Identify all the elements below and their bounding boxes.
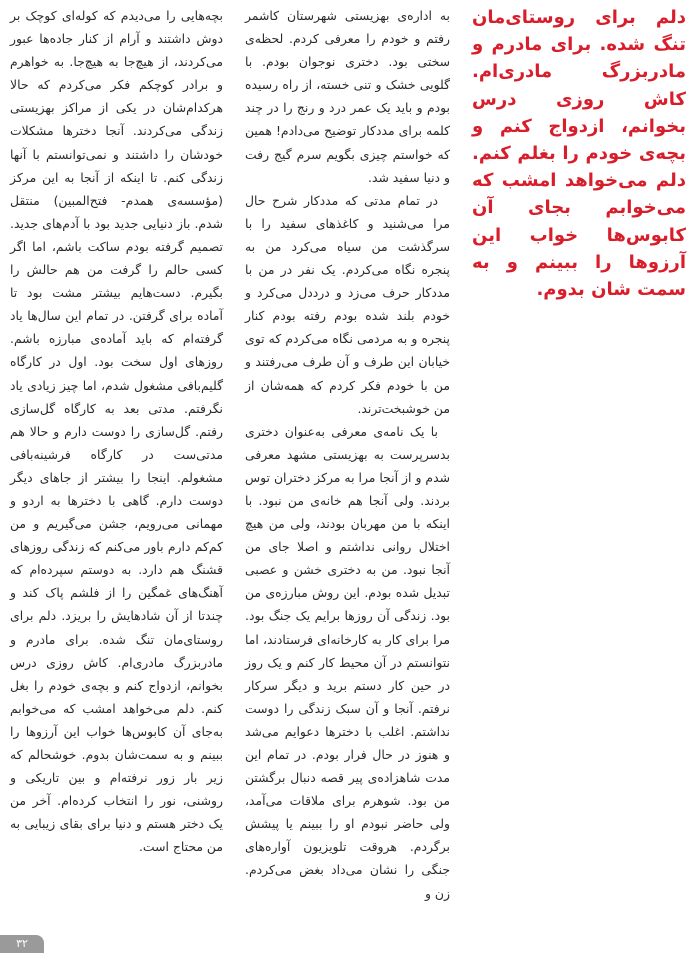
article-paragraph: به اداره‌ی بهزیستی شهرستان کاشمر رفتم و خودم را معرفی کردم. لحظه‌ی سختی بود. دختری نوجوان بودم. با گلویی خشک و تنی خسته، از راه رسیده بودم و باید یک عمر درد و رنج را در چند کلمه برای مددکار توضیح می‌دادم! همین که خواستم چیزی بگویم سرم گیج رفت و دنیا سفید شد. [245,8,450,185]
article-paragraph: با یک نامه‌ی معرفی به‌عنوان دختری بدسرپرست به بهزیستی مشهد معرفی شدم و از آنجا مرا به مرکز دختران توس بردند. ولی آنجا هم خانه‌ی من نبود. با اینکه با من مهربان بودند، ولی من هیچ اختلال روانی نداشتم و اصلا جای من آنجا نبود. من به دختری خشن و عصبی تبدیل شده بودم. این روش مبارزه‌ی من بود. زندگی آن روزها برایم یک جنگ بود. مرا برای کار به کارخانه‌ای فرستادند، اما نتوانستم در آن محیط کار کنم و یک روز در حین کار دستم برید و دیگر سرکار نرفتم. آنجا و آن سبک زندگی را دوست نداشتم. اغلب با دخترها دعوایم می‌شد و هنوز در حال فرار بودم. در تمام این مدت شاهزاده‌ی پیر قصه دنبال برگشتن من بود. شوهرم برای ملاقات می‌آمد، ولی حاضر نبودم او را ببینم یا پیشش برگردم. هروقت تلویزیون آواره‌های جنگی را نشان می‌داد بغض می‌کردم. زن و [245,423,450,901]
pull-quote: دلم برای روستای‌مان تنگ شده. برای مادرم و مادربزرگ مادری‌ام. کاش روزی درس بخوانم، ازدواج کنم و بچه‌ی خودم را بغلم کنم. دلم می‌خواهد امشب که می‌خوابم بجای آن کابوس‌ها خواب این آرزوها را ببینم و به سمت شان بدوم. [472,7,686,301]
article-column-right [245,4,450,905]
article-column-left [10,4,223,858]
page-number: ۳۲ [0,935,44,953]
article-paragraph: در تمام مدتی که مددکار شرح حال مرا می‌شنید و کاغذهای سفید را با سرگذشت من سیاه می‌کرد من به پنجره نگاه می‌کردم. یک نفر در من با مددکار حرف می‌زد و درددل می‌کرد و خودم بلند شده بودم رفته بودم کنار پنجره و به مردمی نگاه می‌کردم که توی خیابان این طرف و آن طرف می‌رفتند و من با خودم فکر کردم که همه‌شان از من خوشبخت‌ترند. [245,192,450,416]
article-paragraph: بچه‌هایی را می‌دیدم که کوله‌ای کوچک بر دوش داشتند و آرام از کنار جاده‌ها عبور می‌کردند، از هیچ‌جا به هیچ‌جا. به خواهرم و برادر کوچکم فکر می‌کردم که حالا هرکدام‌شان در یکی از مراکز بهزیستی زندگی می‌کردند. آنجا دخترها مشکلات خودشان را داشتند و نمی‌توانستم با آنها زندگی کنم. تا اینکه از آنجا به این مرکز (مؤسسه‌ی همدم- فتح‌المبین) منتقل شدم. باز دنیایی جدید بود با آدم‌های جدید. تصمیم گرفته بودم ساکت باشم، اما اگر کسی حالم را گرفت من هم حالش را بگیرم. دست‌هایم بیشتر مشت بود تا آماده برای گرفتن. در تمام این سال‌ها یاد گرفته‌ام که باید آماده‌ی مبارزه باشم. روزهای اول سخت بود. اول در کارگاه گلیم‌بافی مشغول شدم، اما چیز زیادی یاد نگرفتم. مدتی بعد به کارگاه گل‌سازی رفتم. گل‌سازی را دوست دارم و حالا هم مدتی‌ست در کارگاه فرشینه‌بافی مشغولم. اینجا را بیشتر از جاهای دیگر دوست دارم. گاهی با دخترها به اردو و مهمانی می‌رویم، جشن می‌گیریم و من کم‌کم دارم باور می‌کنم که زندگی روزهای قشنگ هم دارد. به دوستم سپرده‌ام که آهنگ‌های غمگین را از فلشم پاک کند و چندتا از آن شادهایش را بریزد. دلم برای روستای‌مان تنگ شده. برای مادرم و مادربزرگ مادری‌ام. کاش روزی درس بخوانم، ازدواج کنم و بچه‌ی خودم را بغل کنم. دلم می‌خواهد امشب که می‌خوابم به‌جای آن کابوس‌ها خواب این آرزوها را ببینم و به سمت‌شان بدوم. خوشحالم که زیر بار زور نرفته‌ام و بین تاریکی و روشنی، نور را انتخاب کرده‌ام. آخر من یک دختر هستم و دنیا برای بقای زیبایی به من محتاج است. [10,8,223,855]
